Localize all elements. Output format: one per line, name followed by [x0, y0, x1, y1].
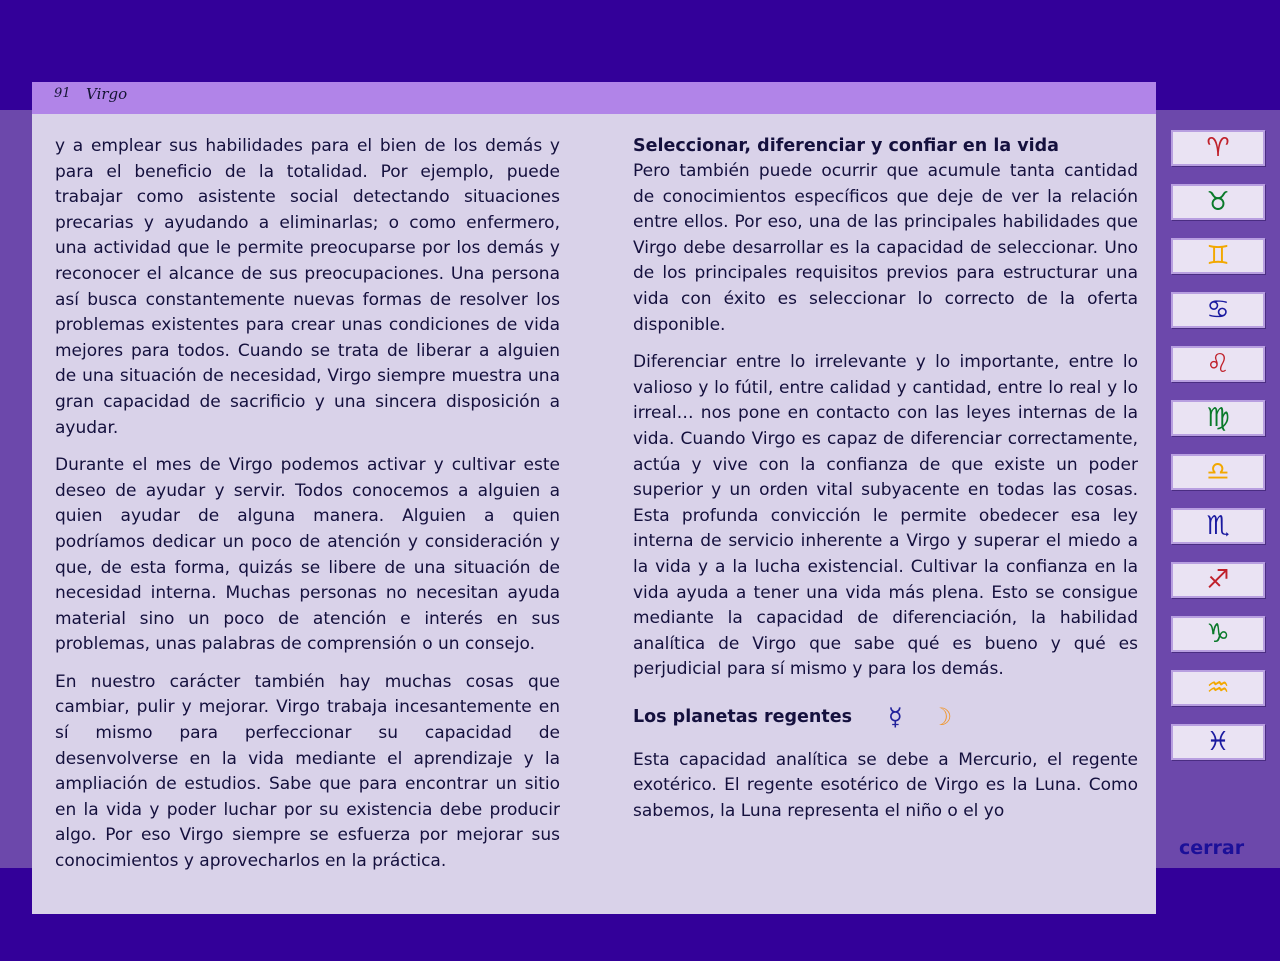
leo-button[interactable]	[1171, 346, 1265, 382]
ruling-planets-label: Los planetas regentes	[633, 706, 853, 727]
page-header	[32, 82, 1156, 114]
aries-icon: ♈	[1206, 133, 1230, 163]
page-number: 91	[54, 86, 71, 101]
ruling-planets-heading	[633, 702, 1138, 731]
moon-icon: ☽	[930, 702, 953, 731]
left-column	[55, 134, 560, 887]
taurus-icon: ♉	[1206, 187, 1230, 217]
section-heading: Seleccionar, diferenciar y confiar en la vida	[633, 136, 1059, 156]
paragraph: Durante el mes de Virgo podemos activar y cultivar este deseo de ayudar y servir. Todos conocemos a alguien a quien ayudar de alguna manera. Alguien a quien podríamos dedicar un poco de atención y consideración y que, de esta forma, quizás se libere de una situación de necesidad interna. Muchas personas no necesitan ayuda material sino un poco de atención e interés en sus problemas, unas palabras de comprensión o un consejo.	[55, 455, 560, 655]
sagittarius-button[interactable]	[1171, 562, 1265, 598]
taurus-button[interactable]	[1171, 184, 1265, 220]
paragraph: Esta capacidad analítica se debe a Mercurio, el regente exotérico. El regente esotérico de Virgo es la Luna. Como sabemos, la Luna representa el niño o el yo	[633, 749, 1138, 822]
paragraph: Diferenciar entre lo irrelevante y lo importante, entre lo valioso y lo fútil, entre calidad y cantidad, entre lo real y lo irreal… nos pone en contacto con las leyes internas de la vida. Cuando Virgo es capaz de diferenciar correctamente, actúa y vive con la confianza de que existe un poder superior y un orden vital subyacente en todas las cosas. Esta profunda convicción le permite obedecer esa ley interna de servicio inherente a Virgo y superar el miedo a la vida y a la lucha existencial. Cultivar la confianza en la vida ayuda a tener una vida más plena. Esto se consigue mediante la capacidad de diferenciación, la habilidad analítica de Virgo que sabe qué es bueno y qué es perjudicial para sí mismo y para los demás.	[633, 352, 1138, 680]
cancer-button[interactable]	[1171, 292, 1265, 328]
capricorn-icon: ♑	[1206, 619, 1230, 649]
close-button[interactable]: cerrar	[1179, 837, 1245, 859]
virgo-button[interactable]	[1171, 400, 1265, 436]
virgo-icon: ♍	[1206, 403, 1230, 433]
book-page	[32, 82, 1156, 914]
libra-button[interactable]	[1171, 454, 1265, 490]
paragraph: Pero también puede ocurrir que acumule tanta cantidad de conocimientos específicos que deje de ver la relación entre ellos. Por eso, una de las principales habilidades que Virgo debe desarrollar es la capacidad de seleccionar. Uno de los principales requisitos previos para estructurar una vida con éxito es seleccionar lo correcto de la oferta disponible.	[633, 161, 1138, 335]
sagittarius-icon: ♐	[1206, 565, 1230, 595]
scorpio-icon: ♏	[1206, 511, 1230, 541]
leo-icon: ♌	[1206, 349, 1230, 379]
chapter-title: Virgo	[86, 85, 128, 103]
mercury-icon: ☿	[888, 702, 903, 731]
gemini-icon: ♊	[1206, 241, 1230, 271]
aquarius-button[interactable]	[1171, 670, 1265, 706]
pisces-button[interactable]	[1171, 724, 1265, 760]
cancer-icon: ♋	[1206, 295, 1230, 325]
paragraph: y a emplear sus habilidades para el bien de los demás y para el beneficio de la totalidad. Por ejemplo, puede trabajar como asistente social detectando situaciones precarias y ayudando a eliminarlas; o como enfermero, una actividad que le permite preocuparse por los demás y reconocer el alcance de sus preocupaciones. Una persona así busca constantemente nuevas formas de resolver los problemas existentes para crear unas condiciones de vida mejores para todos. Cuando se trata de liberar a alguien de una situación de necesidad, Virgo siempre muestra una gran capacidad de sacrificio y una sincera disposición a ayudar.	[55, 136, 560, 438]
aquarius-icon: ♒	[1206, 673, 1230, 703]
libra-icon: ♎	[1206, 457, 1230, 487]
right-column	[633, 134, 1138, 837]
paragraph: En nuestro carácter también hay muchas cosas que cambiar, pulir y mejorar. Virgo trabaja incesantemente en sí mismo para perfeccionar su capacidad de desenvolverse en la vida mediante el aprendizaje y la ampliación de estudios. Sabe que para encontrar un sitio en la vida y poder luchar por su existencia debe producir algo. Por eso Virgo siempre se esfuerza por mejorar sus conocimientos y aprovecharlos en la práctica.	[55, 671, 560, 872]
aries-button[interactable]	[1171, 130, 1265, 166]
capricorn-button[interactable]	[1171, 616, 1265, 652]
pisces-icon: ♓	[1206, 727, 1230, 757]
scorpio-button[interactable]	[1171, 508, 1265, 544]
gemini-button[interactable]	[1171, 238, 1265, 274]
